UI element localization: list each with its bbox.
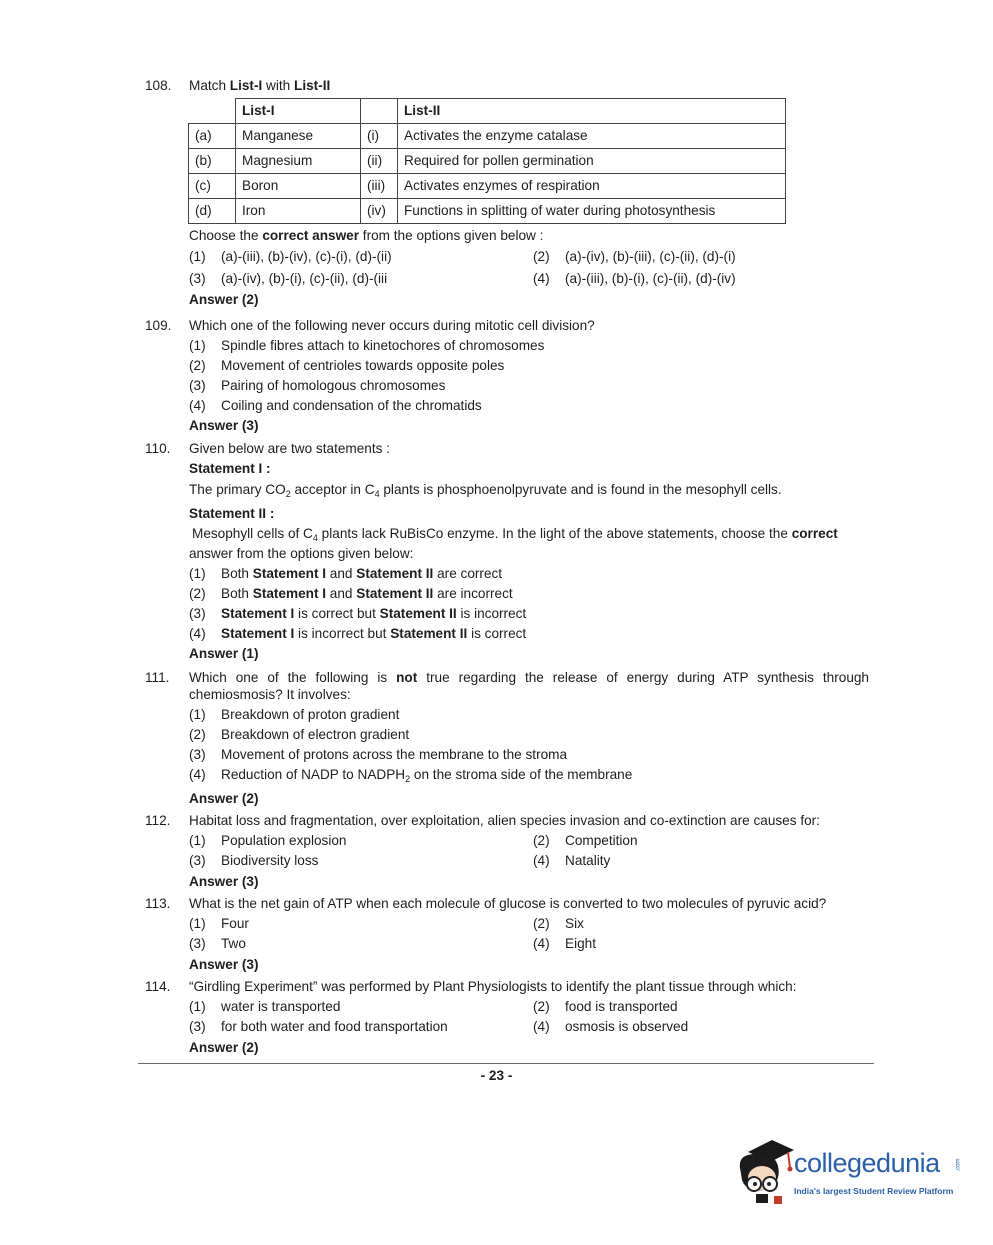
question-113	[145, 894, 875, 975]
option-1[interactable]: (1) water is transported	[189, 999, 341, 1014]
option-1[interactable]: (1) Spindle fibres attach to kinetochores of chromosomes	[189, 338, 545, 353]
logo-tagline: India's largest Student Review Platform	[794, 1186, 954, 1196]
option-4[interactable]: (4) Coiling and condensation of the chromatids	[189, 398, 482, 413]
question-stem: Habitat loss and fragmentation, over exploitation, alien species invasion and co-extinction are causes for:	[189, 813, 820, 828]
statement-1-label: Statement I :	[189, 461, 271, 476]
question-111	[145, 668, 875, 809]
option-1[interactable]: (1) Four	[189, 916, 249, 931]
page-number: - 23 -	[480, 1068, 513, 1083]
option-4[interactable]: (4) Eight	[533, 936, 596, 951]
logo-domain: .com	[955, 1158, 962, 1172]
answer: Answer (3)	[189, 874, 259, 889]
option-3[interactable]: (3) Statement I is correct but Statement II is incorrect	[189, 606, 527, 621]
table-row: (c) Boron (iii) Activates enzymes of respiration	[189, 174, 786, 199]
answer: Answer (2)	[189, 1040, 259, 1055]
option-1[interactable]: (1) Population explosion	[189, 833, 347, 848]
answer: Answer (2)	[189, 292, 259, 307]
option-1[interactable]: (1) (a)-(iii), (b)-(iv), (c)-(i), (d)-(ii)	[189, 249, 392, 264]
table-header-row	[189, 99, 786, 124]
question-114	[145, 977, 875, 1058]
option-2[interactable]: (2) Breakdown of electron gradient	[189, 727, 410, 742]
option-4[interactable]: (4) Natality	[533, 853, 611, 868]
question-stem: Given below are two statements :	[189, 441, 390, 456]
question-number: 113.	[145, 896, 171, 911]
option-2[interactable]: (2) (a)-(iv), (b)-(iii), (c)-(ii), (d)-(i)	[533, 249, 736, 264]
statement-2-text: Mesophyll cells of $C_4$ plants lack RuBisCo enzyme. In the light of the above statements, choose the correct	[192, 526, 838, 543]
option-3[interactable]: (3) Two	[189, 936, 246, 951]
question-stem: Which one of the following is not true regarding the release of energy during ATP synthesis through chemiosmosis? It involves:	[189, 670, 869, 702]
option-3[interactable]: (3) Pairing of homologous chromosomes	[189, 378, 446, 393]
list-2-header: List-II	[398, 99, 786, 124]
answer: Answer (3)	[189, 418, 259, 433]
question-109	[145, 316, 875, 436]
answer: Answer (1)	[189, 646, 259, 661]
mascot-icon	[734, 1138, 796, 1208]
option-3[interactable]: (3) Movement of protons across the membrane to the stroma	[189, 747, 568, 762]
question-110	[145, 439, 875, 664]
option-4[interactable]: (4) osmosis is observed	[533, 1019, 689, 1034]
question-stem: What is the net gain of ATP when each molecule of glucose is converted to two molecules of pyruvic acid?	[189, 896, 827, 911]
question-number: 108.	[145, 78, 172, 93]
question-stem: Match List-I with List-II	[189, 78, 331, 93]
option-1[interactable]: (1) Both Statement I and Statement II are correct	[189, 566, 503, 581]
option-2[interactable]: (2) Movement of centrioles towards opposite poles	[189, 358, 505, 373]
question-number: 110.	[145, 441, 171, 456]
option-1[interactable]: (1) Breakdown of proton gradient	[189, 707, 400, 722]
table-row: (a) Manganese (i) Activates the enzyme catalase	[189, 124, 786, 149]
question-number: 112.	[145, 813, 171, 828]
answer: Answer (3)	[189, 957, 259, 972]
question-112	[145, 811, 875, 892]
table-row: (b) Magnesium (ii) Required for pollen germination	[189, 149, 786, 174]
option-3[interactable]: (3) Biodiversity loss	[189, 853, 319, 868]
option-4[interactable]: (4) Reduction of NADP to $NADPH_2$ on the stroma side of the membrane	[189, 767, 633, 784]
option-2[interactable]: (2) Both Statement I and Statement II are incorrect	[189, 586, 513, 601]
question-108	[145, 76, 875, 96]
option-3[interactable]: (3) (a)-(iv), (b)-(i), (c)-(ii), (d)-(iii	[189, 271, 388, 286]
statement-2-label: Statement II :	[189, 506, 275, 521]
question-stem: “Girdling Experiment” was performed by Plant Physiologists to identify the plant tissue through which:	[189, 979, 797, 994]
option-3[interactable]: (3) for both water and food transportation	[189, 1019, 448, 1034]
option-4[interactable]: (4) Statement I is incorrect but Statement II is correct	[189, 626, 527, 641]
option-4[interactable]: (4) (a)-(iii), (b)-(i), (c)-(ii), (d)-(iv)	[533, 271, 736, 286]
option-2[interactable]: (2) Competition	[533, 833, 638, 848]
question-stem: Which one of the following never occurs during mitotic cell division?	[189, 318, 595, 333]
option-2[interactable]: (2) Six	[533, 916, 584, 931]
match-table	[188, 98, 786, 224]
collegedunia-logo[interactable]	[734, 1138, 964, 1208]
statement-1-text: The primary $CO_2$ acceptor in $C_4$ plants is phosphoenolpyruvate and is found in the mesophyll cells.	[189, 482, 782, 499]
option-2[interactable]: (2) food is transported	[533, 999, 678, 1014]
choose-instruction: Choose the correct answer from the options given below :	[189, 228, 544, 243]
answer: Answer (2)	[189, 791, 259, 806]
statement-2-continued: answer from the options given below:	[189, 546, 414, 561]
footer-divider	[138, 1063, 874, 1064]
question-number: 111.	[145, 670, 170, 685]
logo-wordmark: collegedunia	[794, 1148, 940, 1178]
question-number: 109.	[145, 318, 172, 333]
table-row: (d) Iron (iv) Functions in splitting of water during photosynthesis	[189, 199, 786, 224]
list-1-header: List-I	[236, 99, 361, 124]
question-108-options	[145, 226, 875, 310]
question-number: 114.	[145, 979, 171, 994]
